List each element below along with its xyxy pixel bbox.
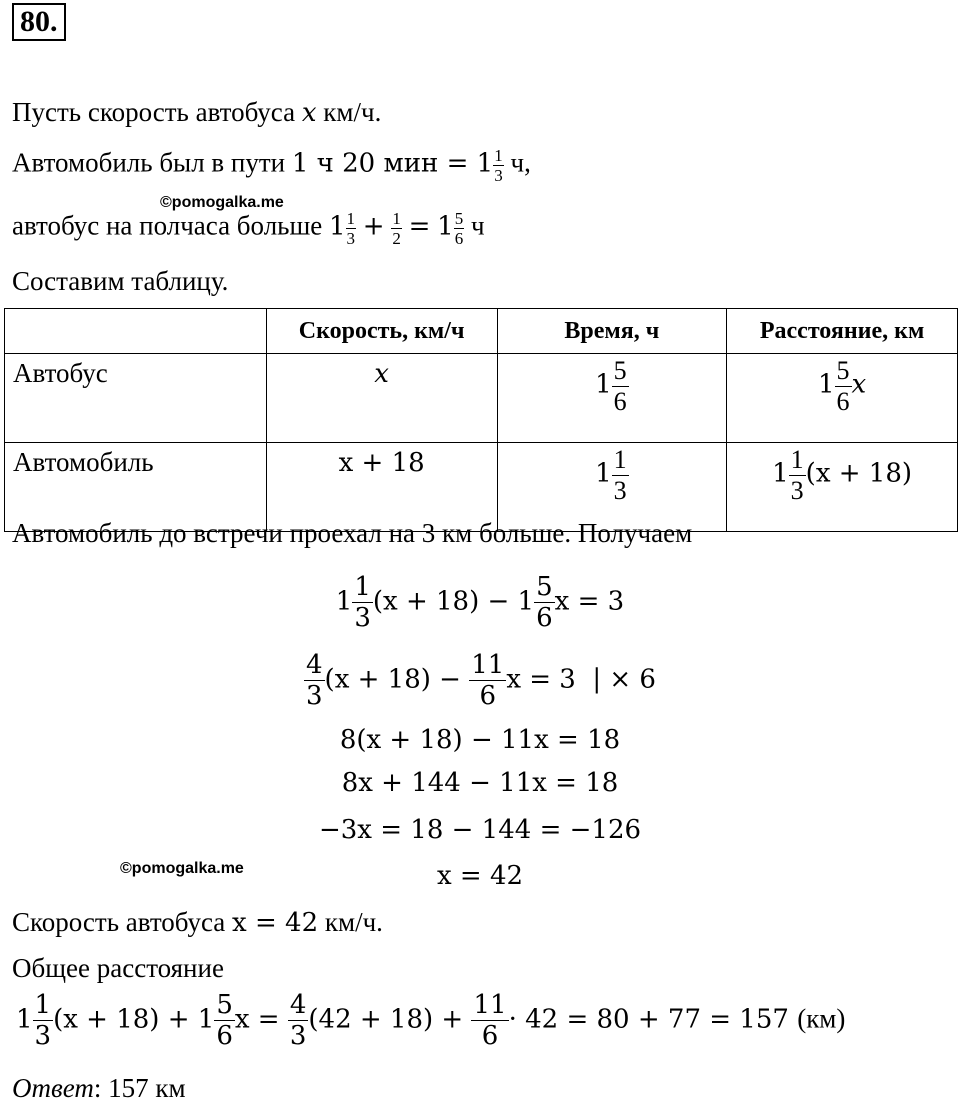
unit-kmh: км/ч. bbox=[323, 97, 382, 127]
final-equation: 1 $\frac{1}{3}$ (x + 18) + 1 $\frac{5}{6}$ x = $\frac{4}{3}$ (42 + 18) + $\frac{11}{6}$ · 42 = 80 + 77 = 157 (км) bbox=[16, 990, 846, 1051]
intro-line-1 bbox=[12, 97, 381, 128]
whole-one: 1 bbox=[329, 211, 346, 242]
table-header-row bbox=[5, 309, 958, 354]
fraction-one-half: $\frac{1}{2}$ bbox=[392, 209, 401, 248]
solution-statement: Автомобиль до встречи проехал на 3 км больше. Получаем bbox=[12, 518, 693, 548]
answer-value: : 157 км bbox=[93, 1073, 186, 1103]
equals-sign: = bbox=[408, 211, 431, 242]
watermark-top: ©pomogalka.me bbox=[160, 194, 284, 211]
time-expr: 1 ч 20 мин = 1 bbox=[291, 148, 494, 179]
equation-6: x = 42 bbox=[436, 861, 524, 891]
fraction-five-sixths: $\frac{5}{6}$ bbox=[454, 209, 464, 248]
cell-speed: x bbox=[266, 354, 497, 443]
whole-one: 1 bbox=[437, 211, 454, 242]
intro-line-2 bbox=[12, 147, 531, 184]
table-header-speed: Скорость, км/ч bbox=[266, 309, 497, 354]
intro-line-3-text: автобус на полчаса больше bbox=[12, 210, 323, 241]
problem-number: 80. bbox=[12, 3, 66, 41]
fraction-one-third: $\frac{1}{3}$ bbox=[494, 146, 503, 185]
cell-speed: x + 18 bbox=[266, 443, 497, 532]
equation-2: $\frac{4}{3}$ (x + 18) − $\frac{11}{6}$ x = 3 | × 6 bbox=[306, 650, 656, 711]
cell-distance: 1 $\frac{1}{3}$ (x + 18) bbox=[727, 443, 958, 532]
cell-time: 1 $\frac{1}{3}$ bbox=[497, 443, 727, 532]
table-header-distance: Расстояние, км bbox=[727, 309, 958, 354]
row-label: Автобус bbox=[5, 354, 267, 443]
answer-label: Ответ bbox=[12, 1073, 94, 1103]
var-x: x bbox=[301, 98, 317, 128]
cell-time: 1 $\frac{5}{6}$ bbox=[497, 354, 727, 443]
table-header-time: Время, ч bbox=[497, 309, 727, 354]
plus-sign: + bbox=[362, 211, 385, 242]
unit-hours: ч, bbox=[510, 147, 531, 178]
row-label: Автомобиль bbox=[5, 443, 267, 532]
speed-conclusion: Скорость автобуса x = 42 км/ч. bbox=[12, 907, 383, 938]
total-distance-label: Общее расстояние bbox=[12, 953, 224, 983]
equation-1: 1 $\frac{1}{3}$ (x + 18) − 1 $\frac{5}{6}$ x = 3 bbox=[335, 572, 625, 633]
watermark-bottom: ©pomogalka.me bbox=[120, 860, 244, 877]
table-intro: Составим таблицу. bbox=[12, 266, 229, 296]
unit-hours: ч bbox=[470, 210, 485, 241]
equation-3: 8(x + 18) − 11x = 18 bbox=[339, 725, 621, 755]
answer bbox=[12, 1073, 186, 1104]
fraction-one-third: $\frac{1}{3}$ bbox=[346, 209, 356, 248]
intro-line-1-text: Пусть скорость автобуса bbox=[12, 97, 296, 127]
intro-line-3 bbox=[12, 210, 485, 247]
equation-5: −3x = 18 − 144 = −126 bbox=[318, 815, 642, 845]
cell-distance: 1 $\frac{5}{6}$ x bbox=[727, 354, 958, 443]
intro-line-2-text: Автомобиль был в пути bbox=[12, 147, 286, 178]
table-row bbox=[5, 354, 958, 443]
table-header-empty bbox=[5, 309, 267, 354]
data-table bbox=[4, 308, 958, 532]
equation-4: 8x + 144 − 11x = 18 bbox=[341, 768, 619, 798]
